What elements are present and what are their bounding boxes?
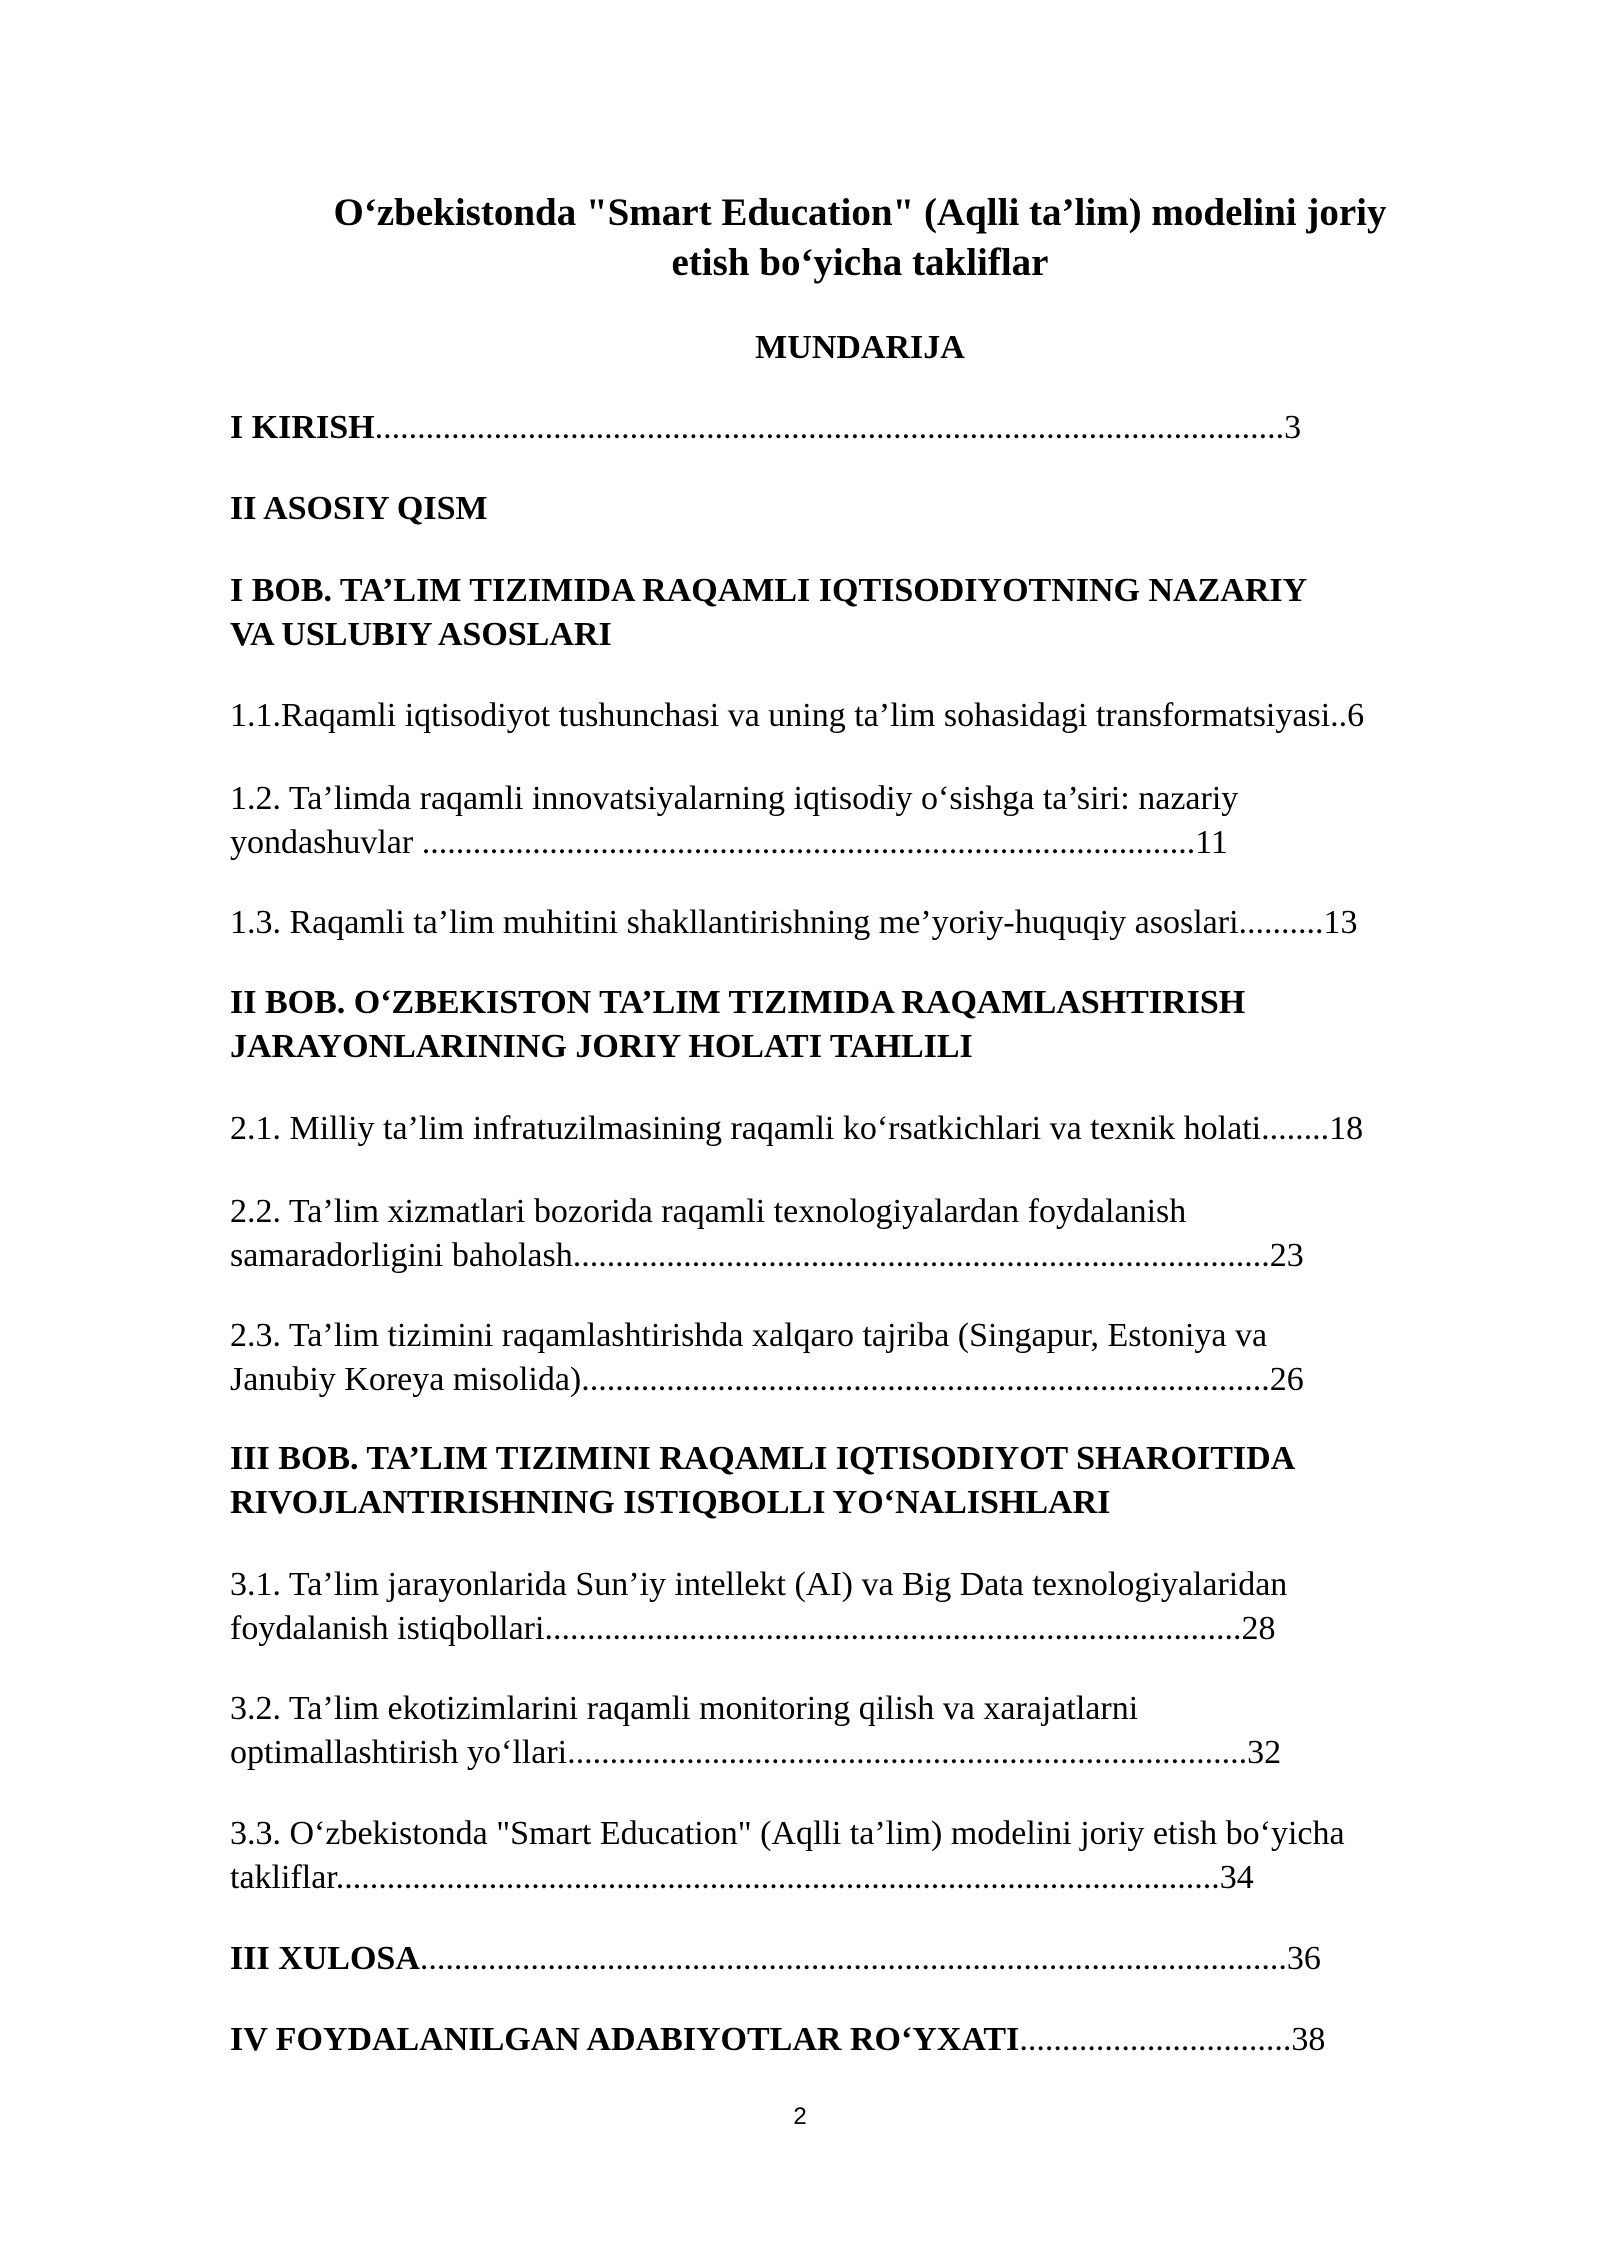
toc-heading: MUNDARIJA <box>755 329 965 366</box>
toc-entry-3-1-line-2[interactable] <box>230 1607 1490 1651</box>
toc-entry-3-2-line-1[interactable]: 3.2. Ta’lim ekotizimlarini raqamli monitoring qilish va xarajatlarni <box>230 1690 1139 1727</box>
toc-page-number: 11 <box>1195 824 1228 861</box>
toc-entry-label: foydalanish istiqbollari <box>230 1610 545 1647</box>
toc-leader-dots: ........................................................................................................ <box>335 1859 1220 1896</box>
toc-entry-label: Janubiy Koreya misolida) <box>230 1361 582 1398</box>
toc-entry-label: takliflar <box>230 1859 336 1896</box>
toc-entry-3-1-line-1[interactable]: 3.1. Ta’lim jarayonlarida Sun’iy intellekt (AI) va Big Data texnologiyalaridan <box>230 1566 1288 1603</box>
document-title-line-1: O‘zbekistonda "Smart Education" (Aqlli ta’lim) modelini joriy <box>333 191 1387 234</box>
toc-chapter-3-line-2[interactable]: RIVOJLANTIRISHNING ISTIQBOLLI YO‘NALISHLARI <box>230 1484 1111 1521</box>
toc-leader-dots: ................................ <box>1019 2021 1292 2058</box>
toc-leader-dots: ........................................................................................................... <box>374 409 1285 446</box>
page-number: 2 <box>793 2103 807 2130</box>
toc-entry-2-2-line-1[interactable]: 2.2. Ta’lim xizmatlari bozorida raqamli texnologiyalardan foydalanish <box>230 1193 1187 1230</box>
toc-entry-label: 1.1.Raqamli iqtisodiyot tushunchasi va uning ta’lim sohasidagi transformatsiyasi <box>230 697 1331 734</box>
toc-leader-dots: ................................................................................ <box>567 1734 1248 1771</box>
toc-page-number: 23 <box>1269 1237 1304 1274</box>
toc-leader-dots: ........................................................................................... <box>413 824 1196 861</box>
toc-entry-label: optimallashtirish yo‘llari <box>230 1734 568 1771</box>
toc-page-number: 36 <box>1286 1940 1321 1977</box>
toc-entry-label: yondashuvlar <box>230 824 414 861</box>
toc-leader-dots: ...................................................................................................... <box>419 1940 1287 1977</box>
toc-page-number: 18 <box>1329 1110 1364 1147</box>
toc-page-number: 28 <box>1241 1610 1276 1647</box>
toc-chapter-2-line-2[interactable]: JARAYONLARINING JORIY HOLATI TAHLILI <box>230 1028 973 1065</box>
toc-entry-label: 2.1. Milliy ta’lim infratuzilmasining raqamli ko‘rsatkichlari va texnik holati <box>230 1110 1262 1147</box>
toc-page-number: 34 <box>1219 1859 1254 1896</box>
toc-page-number: 26 <box>1269 1361 1304 1398</box>
toc-leader-dots: .................................................................................. <box>544 1610 1242 1647</box>
toc-chapter-3-line-1[interactable]: III BOB. TA’LIM TIZIMINI RAQAMLI IQTISODIYOT SHAROITIDA <box>230 1440 1296 1477</box>
toc-page-number: 32 <box>1247 1734 1282 1771</box>
toc-entry-kirish[interactable] <box>230 406 1490 450</box>
document-title-line-2: etish bo‘yicha takliflar <box>671 241 1049 284</box>
toc-entry-2-3-line-2[interactable] <box>230 1358 1490 1402</box>
toc-entry-3-3-line-2[interactable] <box>230 1856 1490 1900</box>
toc-entry-2-2-line-2[interactable] <box>230 1234 1490 1278</box>
toc-leader-dots: .......... <box>1238 904 1324 941</box>
toc-page-number: 13 <box>1323 904 1358 941</box>
toc-entry-asosiy-qism[interactable] <box>230 487 1490 531</box>
toc-entry-label: III XULOSA <box>230 1940 420 1977</box>
toc-entry-adabiyotlar[interactable] <box>230 2018 1490 2062</box>
toc-entry-xulosa[interactable] <box>230 1937 1490 1981</box>
toc-chapter-1-line-1[interactable]: I BOB. TA’LIM TIZIMIDA RAQAMLI IQTISODIYOTNING NAZARIY <box>230 572 1308 609</box>
toc-chapter-1-line-2[interactable]: VA USLUBIY ASOSLARI <box>230 616 612 653</box>
toc-entry-label: IV FOYDALANILGAN ADABIYOTLAR RO‘YXATI <box>230 2021 1020 2058</box>
toc-leader-dots: .................................................................................. <box>572 1237 1270 1274</box>
toc-entry-2-1[interactable] <box>230 1107 1490 1151</box>
toc-page-number: 3 <box>1284 409 1302 446</box>
toc-entry-label: I KIRISH <box>230 409 375 446</box>
toc-entry-2-3-line-1[interactable]: 2.3. Ta’lim tizimini raqamlashtirishda xalqaro tajriba (Singapur, Estoniya va <box>230 1317 1268 1354</box>
toc-chapter-2-line-1[interactable]: II BOB. O‘ZBEKISTON TA’LIM TIZIMIDA RAQAMLASHTIRISH <box>230 984 1246 1021</box>
toc-entry-3-2-line-2[interactable] <box>230 1731 1490 1775</box>
toc-entry-label: 1.3. Raqamli ta’lim muhitini shakllantirishning me’yoriy-huquqiy asoslari <box>230 904 1239 941</box>
toc-entry-1-2-line-1[interactable]: 1.2. Ta’limda raqamli innovatsiyalarning iqtisodiy o‘sishga ta’siri: nazariy <box>230 780 1239 817</box>
document-title <box>230 188 1490 288</box>
toc-entry-3-3-line-1[interactable]: 3.3. O‘zbekistonda "Smart Education" (Aqlli ta’lim) modelini joriy etish bo‘yicha <box>230 1815 1345 1852</box>
toc-entry-label: II ASOSIY QISM <box>230 490 488 527</box>
toc-entry-label: samaradorligini baholash <box>230 1237 573 1274</box>
toc-leader-dots: ................................................................................. <box>581 1361 1270 1398</box>
toc-entry-1-1[interactable] <box>230 694 1490 738</box>
toc-page-number: 6 <box>1347 697 1365 734</box>
toc-leader-dots: ........ <box>1261 1110 1330 1147</box>
toc-entry-1-2-line-2[interactable] <box>230 821 1490 865</box>
toc-leader-dots: .. <box>1330 697 1348 734</box>
toc-entry-1-3[interactable] <box>230 901 1490 945</box>
toc-page-number: 38 <box>1291 2021 1326 2058</box>
